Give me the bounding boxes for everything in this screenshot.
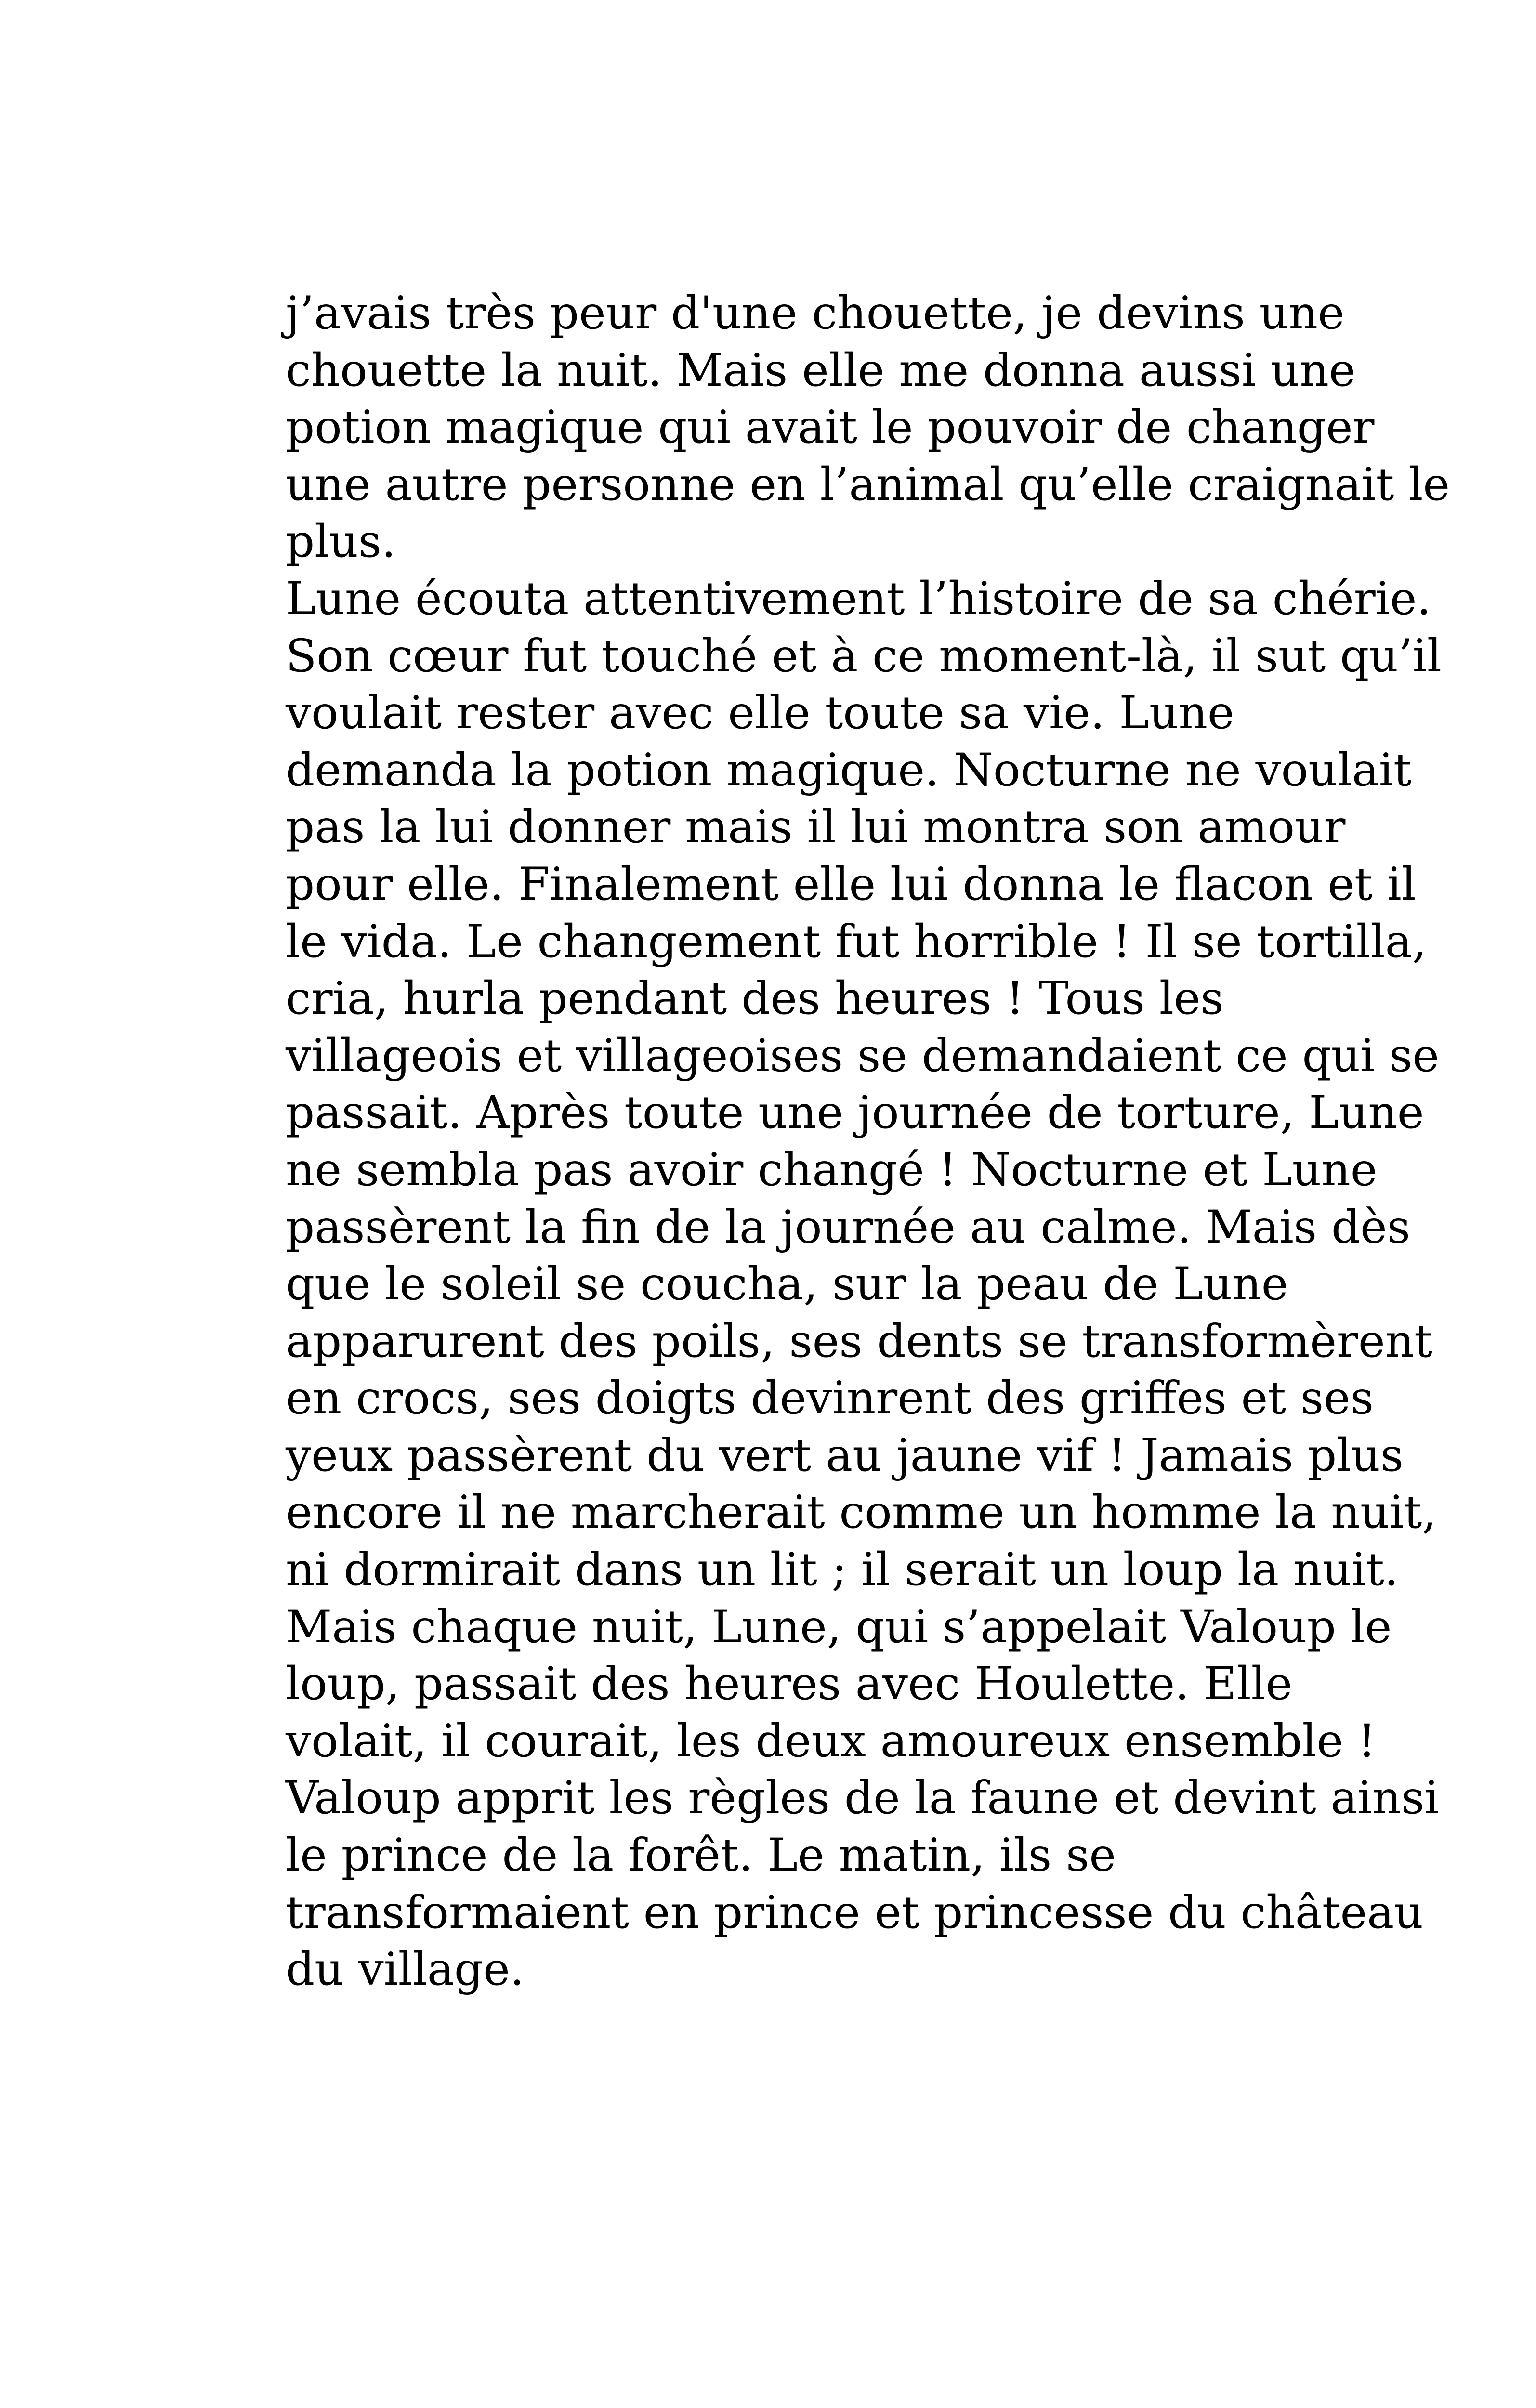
text-line-22: encore il ne marcherait comme un homme la nuit,: [286, 1486, 1437, 1539]
text-line-14: villageois et villageoises se demandaient ce qui se: [286, 1029, 1440, 1082]
text-line-23: ni dormirait dans un lit ; il serait un loup la nuit.: [286, 1544, 1399, 1597]
text-line-10: pas la lui donner mais il lui montra son amour: [286, 801, 1346, 854]
text-line-16: ne sembla pas avoir changé ! Nocturne et Lune: [286, 1143, 1378, 1196]
body-text: [286, 285, 1450, 1999]
text-line-20: en crocs, ses doigts devinrent des griffes et ses: [286, 1372, 1374, 1425]
text-line-25: loup, passait des heures avec Houlette. Elle: [286, 1658, 1293, 1711]
text-line-11: pour elle. Finalement elle lui donna le flacon et il: [286, 858, 1416, 911]
text-line-18: que le soleil se coucha, sur la peau de Lune: [286, 1258, 1288, 1311]
text-line-15: passait. Après toute une journée de torture, Lune: [286, 1086, 1424, 1139]
text-line-30: du village.: [286, 1943, 525, 1996]
text-line-5: plus.: [286, 515, 396, 568]
text-line-8: voulait rester avec elle toute sa vie. Lune: [286, 687, 1234, 740]
text-line-6: Lune écouta attentivement l’histoire de sa chérie.: [286, 572, 1431, 625]
text-line-7: Son cœur fut touché et à ce moment-là, il sut qu’il: [286, 629, 1442, 682]
text-line-27: Valoup apprit les règles de la faune et devint ainsi: [286, 1772, 1439, 1825]
text-line-24: Mais chaque nuit, Lune, qui s’appelait Valoup le: [286, 1600, 1392, 1653]
text-line-1: j’avais très peur d'une chouette, je devins une: [286, 287, 1345, 340]
text-line-17: passèrent la fin de la journée au calme. Mais dès: [286, 1201, 1410, 1254]
text-line-28: le prince de la forêt. Le matin, ils se: [286, 1829, 1116, 1882]
text-line-9: demanda la potion magique. Nocturne ne voulait: [286, 744, 1412, 797]
text-line-26: volait, il courait, les deux amoureux ensemble !: [286, 1714, 1376, 1767]
text-line-2: chouette la nuit. Mais elle me donna aussi une: [286, 344, 1356, 397]
text-line-29: transformaient en prince et princesse du château: [286, 1886, 1423, 1939]
text-line-19: apparurent des poils, ses dents se transformèrent: [286, 1315, 1432, 1368]
text-line-21: yeux passèrent du vert au jaune vif ! Jamais plus: [286, 1429, 1404, 1482]
text-line-13: cria, hurla pendant des heures ! Tous les: [286, 972, 1224, 1025]
text-line-4: une autre personne en l’animal qu’elle craignait le: [286, 458, 1450, 511]
text-line-3: potion magique qui avait le pouvoir de changer: [286, 401, 1375, 454]
text-line-12: le vida. Le changement fut horrible ! Il se tortilla,: [286, 915, 1427, 968]
